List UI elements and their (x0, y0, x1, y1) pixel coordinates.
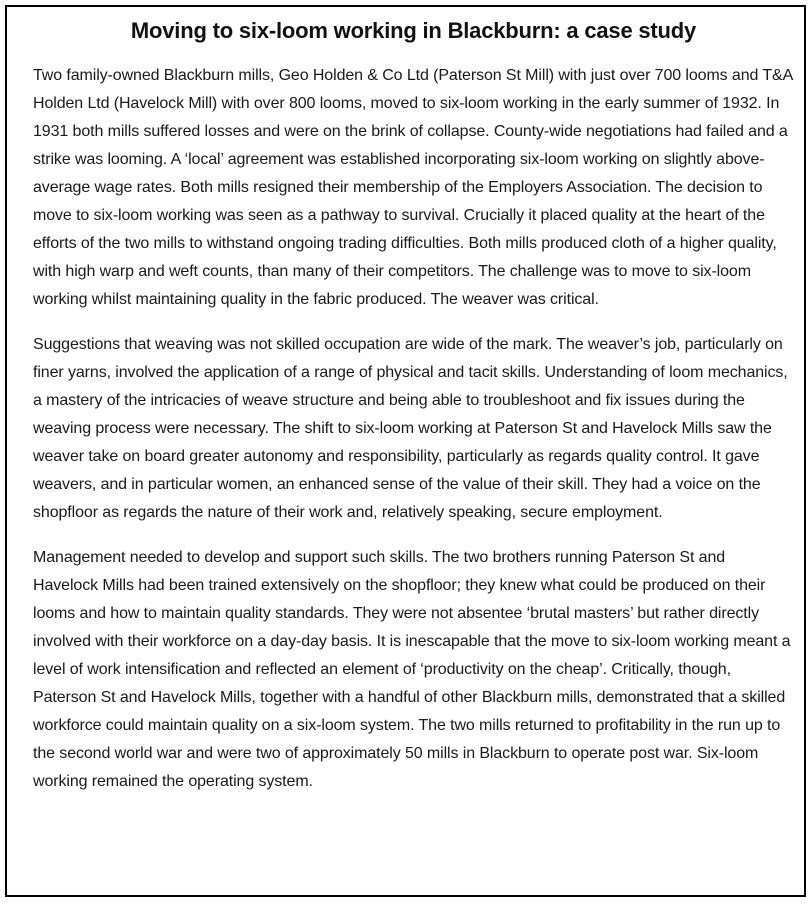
paragraph-mills-background: Two family-owned Blackburn mills, Geo Holden & Co Ltd (Paterson St Mill) with just over 700 looms and T&A Holden Ltd (Havelock Mill) with over 800 looms, moved to six-loom working in the early summer of 1932. In 1931 both mills suffered losses and were on the brink of collapse. County-wide negotiations had failed and a strike was looming. A ‘local’ agreement was established incorporating six-loom working on slightly above-average wage rates. Both mills resigned their membership of the Employers Association. The decision to move to six-loom working was seen as a pathway to survival. Crucially it placed quality at the heart of the efforts of the two mills to withstand ongoing trading difficulties. Both mills produced cloth of a higher quality, with high warp and weft counts, than many of their competitors. The challenge was to move to six-loom working whilst maintaining quality in the fabric produced. The weaver was critical. (33, 67, 793, 308)
paragraph-management: Management needed to develop and support such skills. The two brothers running Paterson St and Havelock Mills had been trained extensively on the shopfloor; they knew what could be produced on their looms and how to maintain quality standards. They were not absentee ‘brutal masters’ but rather directly involved with their workforce on a day-day basis. It is inescapable that the move to six-loom working meant a level of work intensification and reflected an element of ‘productivity on the cheap’. Critically, though, Paterson St and Havelock Mills, together with a handful of other Blackburn mills, demonstrated that a skilled workforce could maintain quality on a six-loom system. The two mills returned to profitability in the run up to the second world war and were two of approximately 50 mills in Blackburn to operate post war. Six-loom working remained the operating system. (33, 549, 791, 790)
paragraph-weaver-skills: Suggestions that weaving was not skilled occupation are wide of the mark. The weaver’s job, particularly on finer yarns, involved the application of a range of physical and tacit skills. Understanding of loom mechanics, a mastery of the intricacies of weave structure and being able to troubleshoot and fix issues during the weaving process were necessary. The shift to six-loom working at Paterson St and Havelock Mills saw the weaver take on board greater autonomy and responsibility, particularly as regards quality control. It gave weavers, and in particular women, an enhanced sense of the value of their skill. They had a voice on the shopfloor as regards the nature of their work and, relatively speaking, secure employment. (33, 336, 788, 521)
document-border-box (5, 5, 806, 897)
document-title: Moving to six-loom working in Blackburn: a case study (130, 18, 697, 43)
